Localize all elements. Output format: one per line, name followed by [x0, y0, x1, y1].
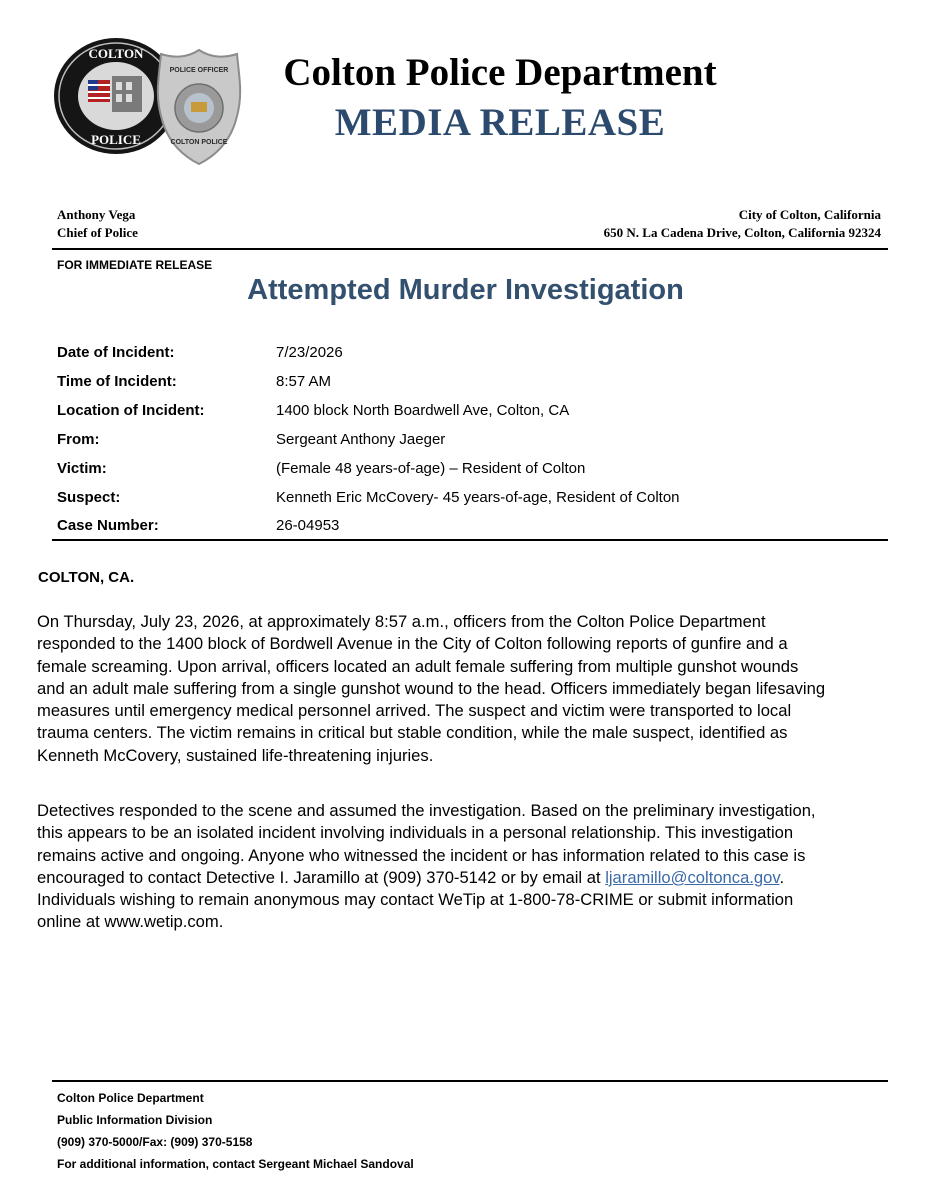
dateline: COLTON, CA.	[38, 569, 135, 586]
footer-contact: For additional information, contact Sergeant Michael Sandoval	[57, 1157, 414, 1171]
details-divider	[52, 539, 888, 541]
chief-block	[57, 206, 138, 242]
detail-label: Victim:	[57, 460, 107, 477]
body-paragraph: On Thursday, July 23, 2026, at approximately 8:57 a.m., officers from the Colton Police Department responded to the 1400 block of Bordwell Avenue in the City of Colton following reports of gunfire and a female screaming. Upon arrival, officers located an adult female suffering from multiple gunshot wounds and an adult male suffering from a single gunshot wound to the head. Officers immediately began lifesaving measures until emergency medical personnel arrived. The suspect and victim were transported to local trauma centers. The victim remains in critical but stable condition, while the male suspect, identified as Kenneth McCovery, sustained life-threatening injuries.	[37, 612, 826, 765]
patch-top-text: COLTON	[88, 46, 144, 61]
detail-label: From:	[57, 431, 100, 448]
email-link[interactable]: ljaramillo@coltonca.gov	[605, 867, 780, 887]
detail-value: 7/23/2026	[276, 344, 343, 361]
chief-name: Anthony Vega	[57, 207, 136, 222]
detail-label: Date of Incident:	[57, 344, 175, 361]
detail-label: Location of Incident:	[57, 402, 205, 419]
department-title: Colton Police Department	[283, 51, 717, 94]
header-divider	[52, 248, 888, 250]
city-address-block	[604, 206, 881, 242]
footer-division: Public Information Division	[57, 1113, 213, 1127]
detail-value: Kenneth Eric McCovery- 45 years-of-age, Resident of Colton	[276, 489, 680, 506]
city-address: 650 N. La Cadena Drive, Colton, California 92324	[603, 225, 881, 240]
badge-top-text: POLICE OFFICER	[169, 67, 229, 74]
release-headline: Attempted Murder Investigation	[247, 274, 684, 306]
police-officer-badge-logo	[155, 46, 243, 168]
badge-bottom-text: COLTON POLICE	[170, 139, 228, 146]
detail-value: 1400 block North Boardwell Ave, Colton, CA	[276, 402, 570, 419]
immediate-release-label: FOR IMMEDIATE RELEASE	[57, 258, 213, 272]
detail-value: 8:57 AM	[276, 373, 332, 390]
footer-phone-fax: (909) 370-5000/Fax: (909) 370-5158	[57, 1135, 253, 1149]
patch-bottom-text: POLICE	[91, 132, 141, 147]
media-release-title: MEDIA RELEASE	[334, 101, 666, 144]
detail-label: Suspect:	[57, 489, 121, 506]
detail-value: (Female 48 years-of-age) – Resident of Colton	[276, 460, 586, 477]
footer-department: Colton Police Department	[57, 1091, 204, 1105]
detail-value: 26-04953	[276, 517, 340, 534]
detail-label: Case Number:	[57, 517, 159, 534]
paragraph-text: . Individuals wishing to remain anonymous may contact WeTip at 1-800-78-CRIME or submit information online at www.wetip.com.	[37, 867, 794, 932]
footer-divider	[52, 1080, 888, 1082]
body-paragraph	[37, 800, 827, 934]
city-name: City of Colton, California	[738, 207, 881, 222]
chief-title: Chief of Police	[57, 225, 138, 240]
paragraph-text: Detectives responded to the scene and assumed the investigation. Based on the preliminary investigation, this appears to be an isolated incident involving individuals in a personal relationship. This investigation remains active and ongoing. Anyone who witnessed the incident or has information related to this case is encouraged to contact Detective I. Jaramillo at (909) 370-5142 or by email at	[37, 801, 816, 887]
detail-value: Sergeant Anthony Jaeger	[276, 431, 446, 448]
detail-label: Time of Incident:	[57, 373, 177, 390]
